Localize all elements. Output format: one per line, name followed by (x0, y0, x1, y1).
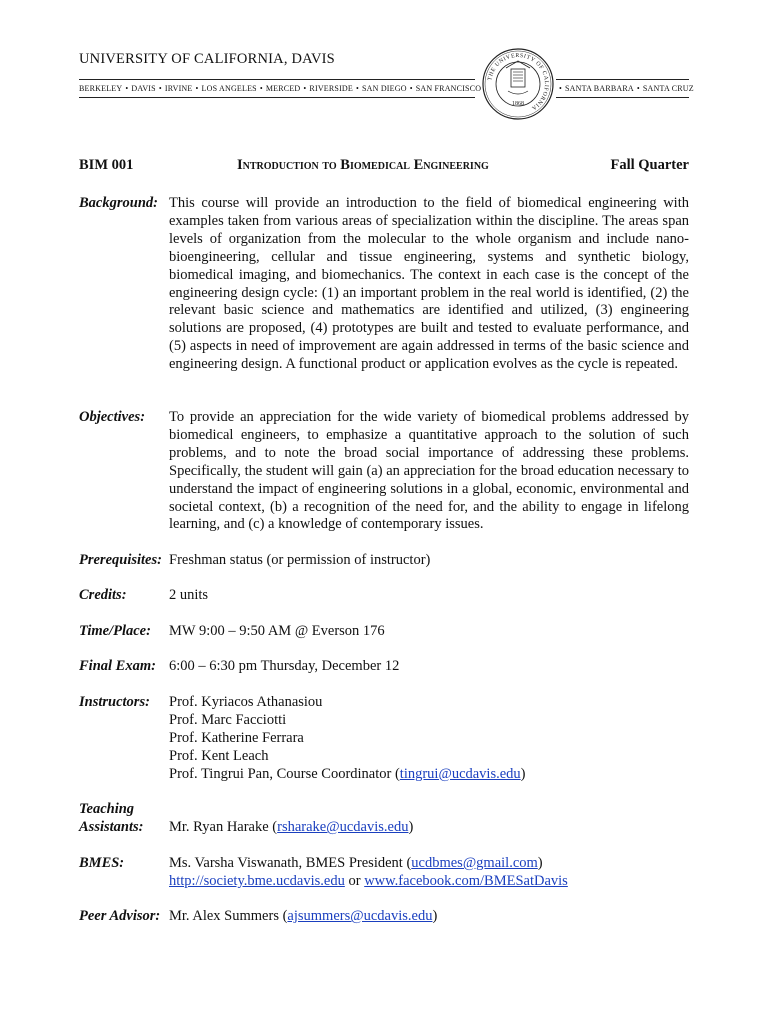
final-exam-label: Final Exam: (79, 658, 156, 674)
bmes-label: BMES: (79, 855, 125, 871)
teaching-assistant-entry: Mr. Ryan Harake (rsharake@ucdavis.edu) (169, 819, 414, 835)
bmes-entry: Ms. Varsha Viswanath, BMES President (ucdbmes@gmail.com) http://society.bme.ucdavis.edu or www.facebook.com/BMESatDavis (169, 855, 568, 889)
university-seal-icon (482, 47, 554, 121)
campus-name: MERCED (265, 84, 301, 93)
final-exam-value: 6:00 – 6:30 pm Thursday, December 12 (169, 658, 400, 674)
bullet-separator: • (158, 84, 162, 93)
bullet-separator: • (409, 84, 413, 93)
instructors-label: Instructors: (79, 694, 150, 710)
credits-label: Credits: (79, 587, 127, 603)
course-title: Introduction to Biomedical Engineering (237, 157, 489, 173)
seal-year: 1868 (512, 101, 524, 107)
campus-name: SANTA BARBARA (565, 84, 634, 93)
peer-advisor-label: Peer Advisor: (79, 908, 161, 924)
letterhead-rule-right-top (556, 79, 689, 80)
campus-list-left (79, 84, 482, 93)
instructors-list (169, 694, 689, 784)
campus-name: DAVIS (131, 84, 156, 93)
prerequisites-label: Prerequisites: (79, 552, 162, 568)
coordinator-email-link[interactable]: tingrui@ucdavis.edu (399, 765, 521, 782)
bullet-separator: • (195, 84, 199, 93)
time-place-value: MW 9:00 – 9:50 AM @ Everson 176 (169, 623, 385, 639)
bullet-separator: • (636, 84, 640, 93)
course-quarter: Fall Quarter (610, 157, 689, 173)
credits-value: 2 units (169, 587, 209, 603)
teaching-assistants-label: Teaching Assistants: (79, 801, 144, 835)
university-name: UNIVERSITY OF CALIFORNIA, DAVIS (79, 51, 335, 67)
instructor-name: Prof. Kent Leach (169, 747, 269, 764)
prerequisites-value: Freshman status (or permission of instructor) (169, 552, 431, 568)
campus-name: SANTA CRUZ (642, 84, 694, 93)
instructor-name: Prof. Katherine Ferrara (169, 729, 304, 746)
bullet-separator: • (559, 84, 563, 93)
campus-name: RIVERSIDE (309, 84, 353, 93)
bullet-separator: • (356, 84, 360, 93)
letterhead-rule-right-bottom (556, 97, 689, 98)
course-coordinator: Prof. Tingrui Pan, Course Coordinator (tingrui@ucdavis.edu) (169, 765, 526, 782)
instructor-name: Prof. Kyriacos Athanasiou (169, 694, 323, 710)
campus-name: SAN DIEGO (362, 84, 407, 93)
campus-name: IRVINE (164, 84, 193, 93)
bullet-separator: • (125, 84, 129, 93)
ta-email-link[interactable]: rsharake@ucdavis.edu (277, 819, 409, 835)
time-place-label: Time/Place: (79, 623, 151, 639)
bmes-society-link[interactable]: http://society.bme.ucdavis.edu (169, 872, 345, 889)
course-heading (79, 157, 689, 177)
bullet-separator: • (259, 84, 263, 93)
course-code: BIM 001 (79, 157, 134, 173)
peer-advisor-email-link[interactable]: ajsummers@ucdavis.edu (287, 908, 433, 924)
letterhead-rule-left-bottom (79, 97, 475, 98)
bmes-email-link[interactable]: ucdbmes@gmail.com (411, 855, 538, 871)
background-label: Background: (79, 195, 158, 211)
peer-advisor-entry: Mr. Alex Summers (ajsummers@ucdavis.edu) (169, 908, 438, 924)
campus-list-right (556, 84, 694, 93)
bullet-separator: • (303, 84, 307, 93)
bmes-facebook-link[interactable]: www.facebook.com/BMESatDavis (364, 872, 568, 889)
campus-name: LOS ANGELES (201, 84, 257, 93)
campus-name: SAN FRANCISCO (415, 84, 482, 93)
objectives-text: To provide an appreciation for the wide variety of biomedical problems addressed by biomedical engineers, to emphasize a quantitative approach to the solution of such problems, and to note the broad social importance of addressing these problems. Specifically, the student will gain (a) an appreciation for the broad education necessary to understand the impact of engineering solutions in a global, economic, environmental and societal context, (b) a recognition of the need for, and the ability to engage in lifelong learning, and (c) a knowledge of contemporary issues. (169, 409, 689, 533)
seal-outer-text: THE UNIVERSITY OF CALIFORNIA (487, 52, 550, 111)
objectives-label: Objectives: (79, 409, 146, 425)
letterhead-rule-left-top (79, 79, 475, 80)
background-text: This course will provide an introduction to the field of biomedical engineering with examples taken from various areas of specialization within the discipline. The areas span levels of organization from the molecular to the whole organism and include nano-bioengineering, cellular and tissue engineering, systems and synthetic biology, biomedical imaging, and biomechanics. The context in each case is the concept of the engineering design cycle: (1) an important problem in the real world is identified, (2) the relevant basic science and mathematics are identified and utilized, (3) engineering solutions are proposed, (4) prototypes are built and tested to evaluate performance, and (5) aspects in need of improvement are again addressed in terms of the basic science and engineering design. A functional product or application evolves as the cycle is repeated. (169, 195, 689, 373)
campus-name: BERKELEY (79, 84, 123, 93)
instructor-name: Prof. Marc Facciotti (169, 711, 287, 728)
